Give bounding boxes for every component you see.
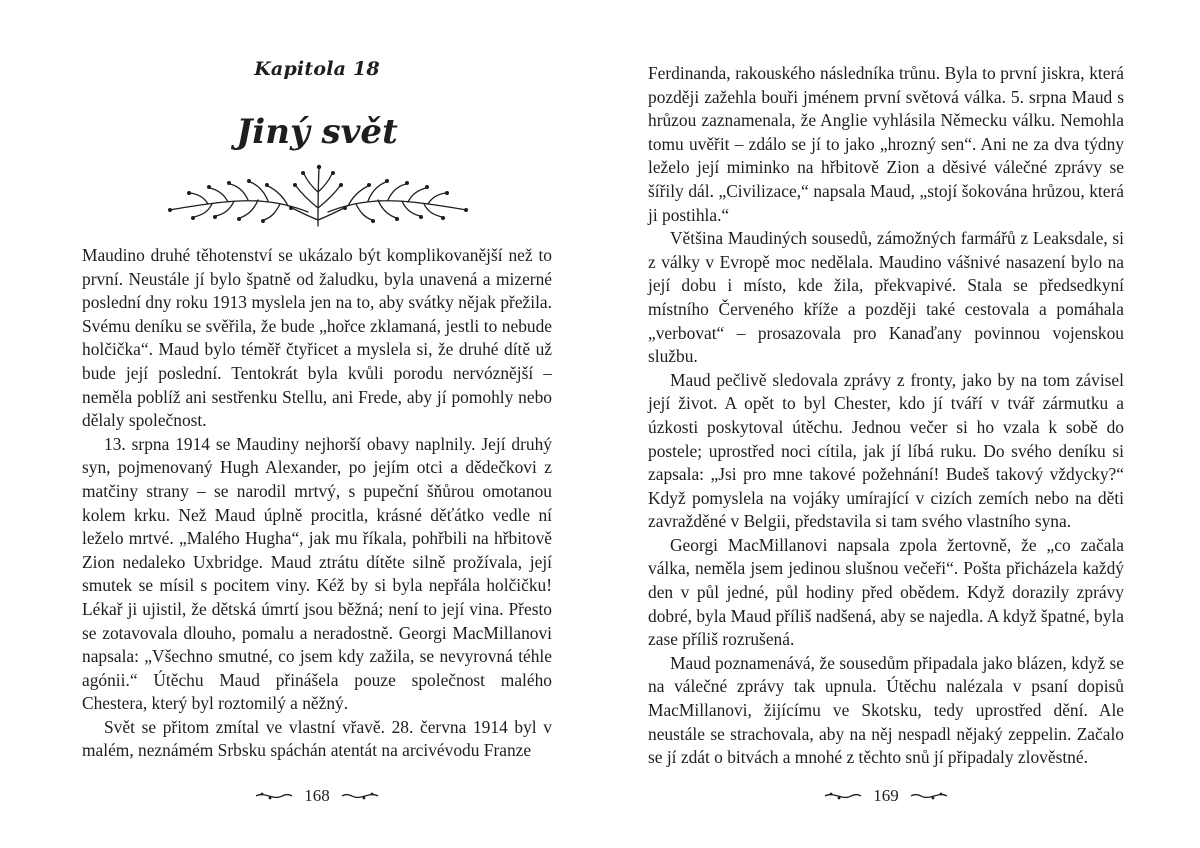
page-number: 169 (873, 786, 899, 805)
chapter-title: Jiný svět (236, 112, 398, 152)
paragraph: Ferdinanda, rakouského následníka trůnu. Byla to první jiskra, která později zažehla bouři jménem první světová válka. 5. srpna Maud s hrůzou zaznamenala, že Anglie vyhlásila Německu válku. Nemohla tomu uvěřit – zdálo se jí to jako „hrozný sen“. Ani ne za dva týdny leželo její miminko na hřbitově Zion a děsivé válečné zprávy se šířily dál. „Civilizace,“ napsala Maud, „stojí šokována hrůzou, která ji postihla.“ (648, 63, 1124, 225)
page-footer (648, 786, 1124, 806)
folio-flourish-icon (909, 789, 949, 803)
paragraph: Většina Maudiných sousedů, zámožných farmářů z Leaksdale, si z války v Evropě moc nedělala. Maudino vášnivé nasazení bylo na její dobu i místo, kde žila, překvapivé. Stala se předsedkyní místního Červeného kříže a později také cestovala a pomáhala „verbovat“ – prosazovala pro Kanaďany povinnou vojenskou službu. (648, 228, 1124, 367)
right-page (648, 0, 1124, 848)
folio-flourish-icon (340, 789, 380, 803)
chapter-label: Kapitola 18 (254, 58, 380, 80)
paragraph: Maudino druhé těhotenství se ukázalo být komplikovanější než to první. Neustále jí bylo špatně od žaludku, byla unavená a mizerné poslední dny roku 1913 myslela jen na to, aby svátky nějak přežila. Svému deníku se svěřila, že bude „hořce zklamaná, jestli to nebude holčička“. Maud bylo téměř čtyřicet a myslela si, že druhé dítě už bude její poslední. Tentokrát byla kvůli porodu nervóznější – neměla poblíž ani sestřenku Stellu, ani Frede, aby jí pomohly nebo dělaly společnost. (82, 245, 552, 431)
left-body-text (82, 244, 552, 763)
folio-flourish-icon (823, 789, 863, 803)
right-body-text (648, 62, 1124, 770)
page-number: 168 (304, 786, 330, 805)
folio-flourish-icon (254, 789, 294, 803)
paragraph: Georgi MacMillanovi napsala zpola žertovně, že „co začala válka, neměla jsem jedinou slušnou večeři“. Pošta přicházela každý den v půl jedné, půl hodiny před obědem. Když dorazily zprávy dobré, byla Maud příliš nadšená, aby se najedla. A když špatné, byla zase příliš rozrušená. (648, 534, 1124, 650)
floral-vine-ornament (168, 160, 468, 230)
paragraph: Maud poznamenává, že sousedům připadala jako blázen, když se na válečné zprávy tak upnula. Útěchu nalézala v psaní dopisů MacMillanovi, žijícímu ve Skotsku, tedy uprostřed dění. Ale neustále se strachovala, aby na něj nespadl nějaký zeppelin. Začalo se jí zdát o bitvách a mnohé z těchto snů jí připadaly zlověstné. (648, 652, 1124, 768)
left-page (82, 0, 552, 848)
paragraph: Svět se přitom zmítal ve vlastní vřavě. 28. června 1914 byl v malém, neznámém Srbsku spáchán atentát na arcivévodu Franze (82, 716, 552, 761)
page-footer (82, 786, 552, 806)
paragraph: Maud pečlivě sledovala zprávy z fronty, jako by na tom závisel její život. A opět to byl Chester, kdo jí tváří v tvář zármutku a úzkosti poskytoval útěchu. Jednou večer si ho vzala k sobě do postele; uprostřed noci cítila, jak jí líbá ruku. Do svého deníku si zapsala: „Jsi pro mne takové požehnání! Budeš takový vždycky?“ Když pomyslela na vojáky umírající v cizích zemích nebo na děti zavražděné v Belgii, představila si tam svého vlastního syna. (648, 369, 1124, 532)
paragraph: 13. srpna 1914 se Maudiny nejhorší obavy naplnily. Její druhý syn, pojmenovaný Hugh Alexander, po jejím otci a dědečkovi z matčiny strany – se narodil mrtvý, s pupeční šňůrou omotanou kolem krku. Než Maud úplně procitla, krásné děťátko vedle ní leželo mrtvé. „Malého Hugha“, jak mu říkala, pohřbili na hřbitově Zion nedaleko Uxbridge. Maud ztrátu dítěte silně prožívala, její smutek se mísil s pocitem viny. Kéž by si byla nepřála holčičku! Lékař ji ujistil, že dětská úmrtí jsou běžná; není to její vina. Přesto se zotavovala dlouho, pomalu a neradostně. Georgi MacMillanovi napsala: „Všechno smutné, co jsem kdy zažila, se nevyrovná téhle agónii.“ Útěchu Maud přinášela pouze společnost malého Chestera, který byl roztomilý a něžný. (82, 433, 552, 714)
